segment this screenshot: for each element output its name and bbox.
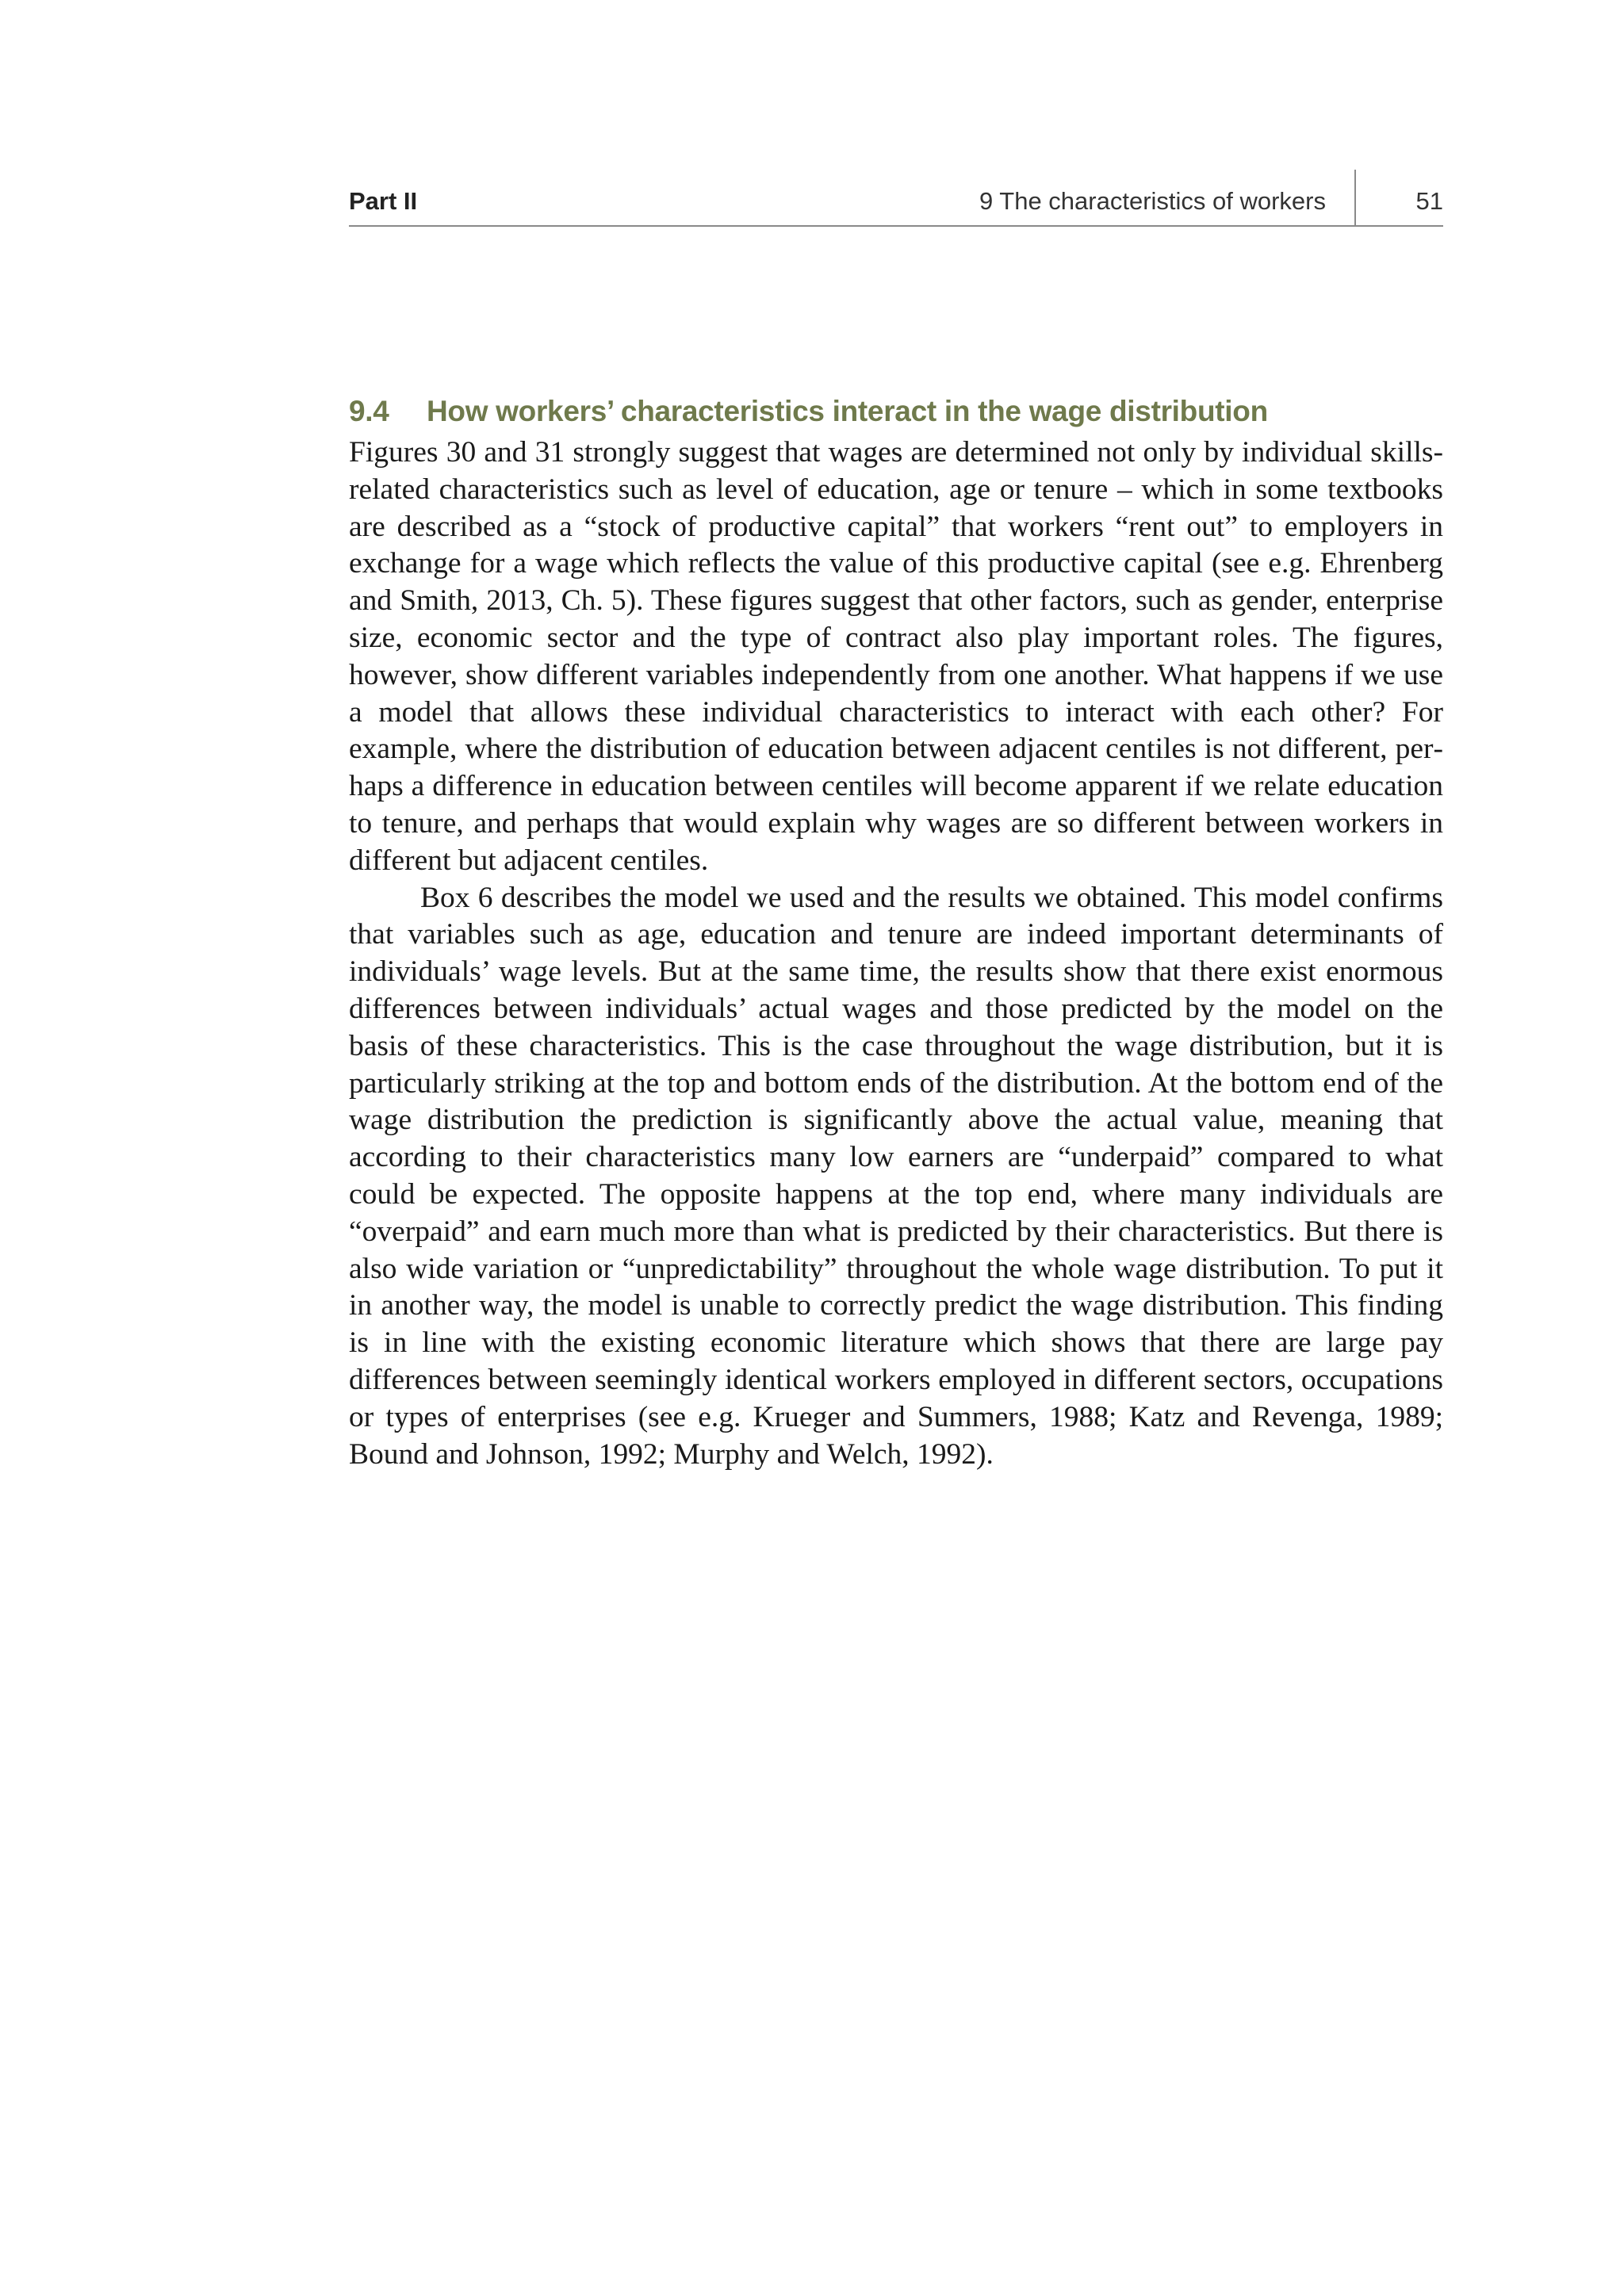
header-divider — [1354, 170, 1356, 225]
running-header — [349, 176, 1443, 227]
section-heading — [349, 395, 1459, 428]
paragraph: Figures 30 and 31 strongly suggest that wages are determined not only by individual skills-related characteristics such as level of education, age or tenure – which in some textbooks are described as a “stock of productive capital” that workers “rent out” to employers in exchange for a wage which reflects the value of this productive capital (see e.g. Ehrenberg and Smith, 2013, Ch. 5). These figures suggest that other factors, such as gender, enterprise size, economic sector and the type of contract also play important roles. The figures, however, show different variables independently from one another. What happens if we use a model that allows these individual characteristics to interact with each other? For example, where the distribution of education between adjacent centiles is not different, perhaps a difference in education between centiles will become apparent if we relate education to tenure, and perhaps that would explain why wages are so different between workers in different but adjacent centiles. — [349, 436, 1443, 877]
chapter-title: 9 The characteristics of workers — [979, 187, 1326, 215]
section-number: 9.4 — [349, 395, 389, 427]
paragraph: Box 6 describes the model we used and the results we obtained. This model confirms that variables such as age, education and tenure are indeed important determinants of individuals’ wage levels. But at the same time, the results show that there exist enormous differences between individuals’ actual wages and those predicted by the model on the basis of these characteristics. This is the case throughout the wage distribution, but it is particularly striking at the top and bottom ends of the distribution. At the bottom end of the wage distribution the prediction is significantly above the actual value, meaning that according to their characteristics many low earners are “underpaid” compared to what could be expected. The opposite happens at the top end, where many individuals are “overpaid” and earn much more than what is predicted by their characteristics. But there is also wide variation or “unpredictability” throughout the whole wage distribution. To put it in another way, the model is unable to correctly predict the wage distribution. This finding is in line with the existing economic literature which shows that there are large pay differences between seemingly identical workers employed in different sectors, occupations or types of enterprises (see e.g. Krueger and Summers, 1988; Katz and Revenga, 1989; Bound and Johnson, 1992; Murphy and Welch, 1992). — [349, 881, 1443, 1471]
page-number: 51 — [1415, 187, 1443, 215]
part-label: Part II — [349, 187, 418, 215]
section-title: How workers’ characteristics interact in the wage distribution — [427, 395, 1268, 427]
body-text — [349, 434, 1443, 1473]
